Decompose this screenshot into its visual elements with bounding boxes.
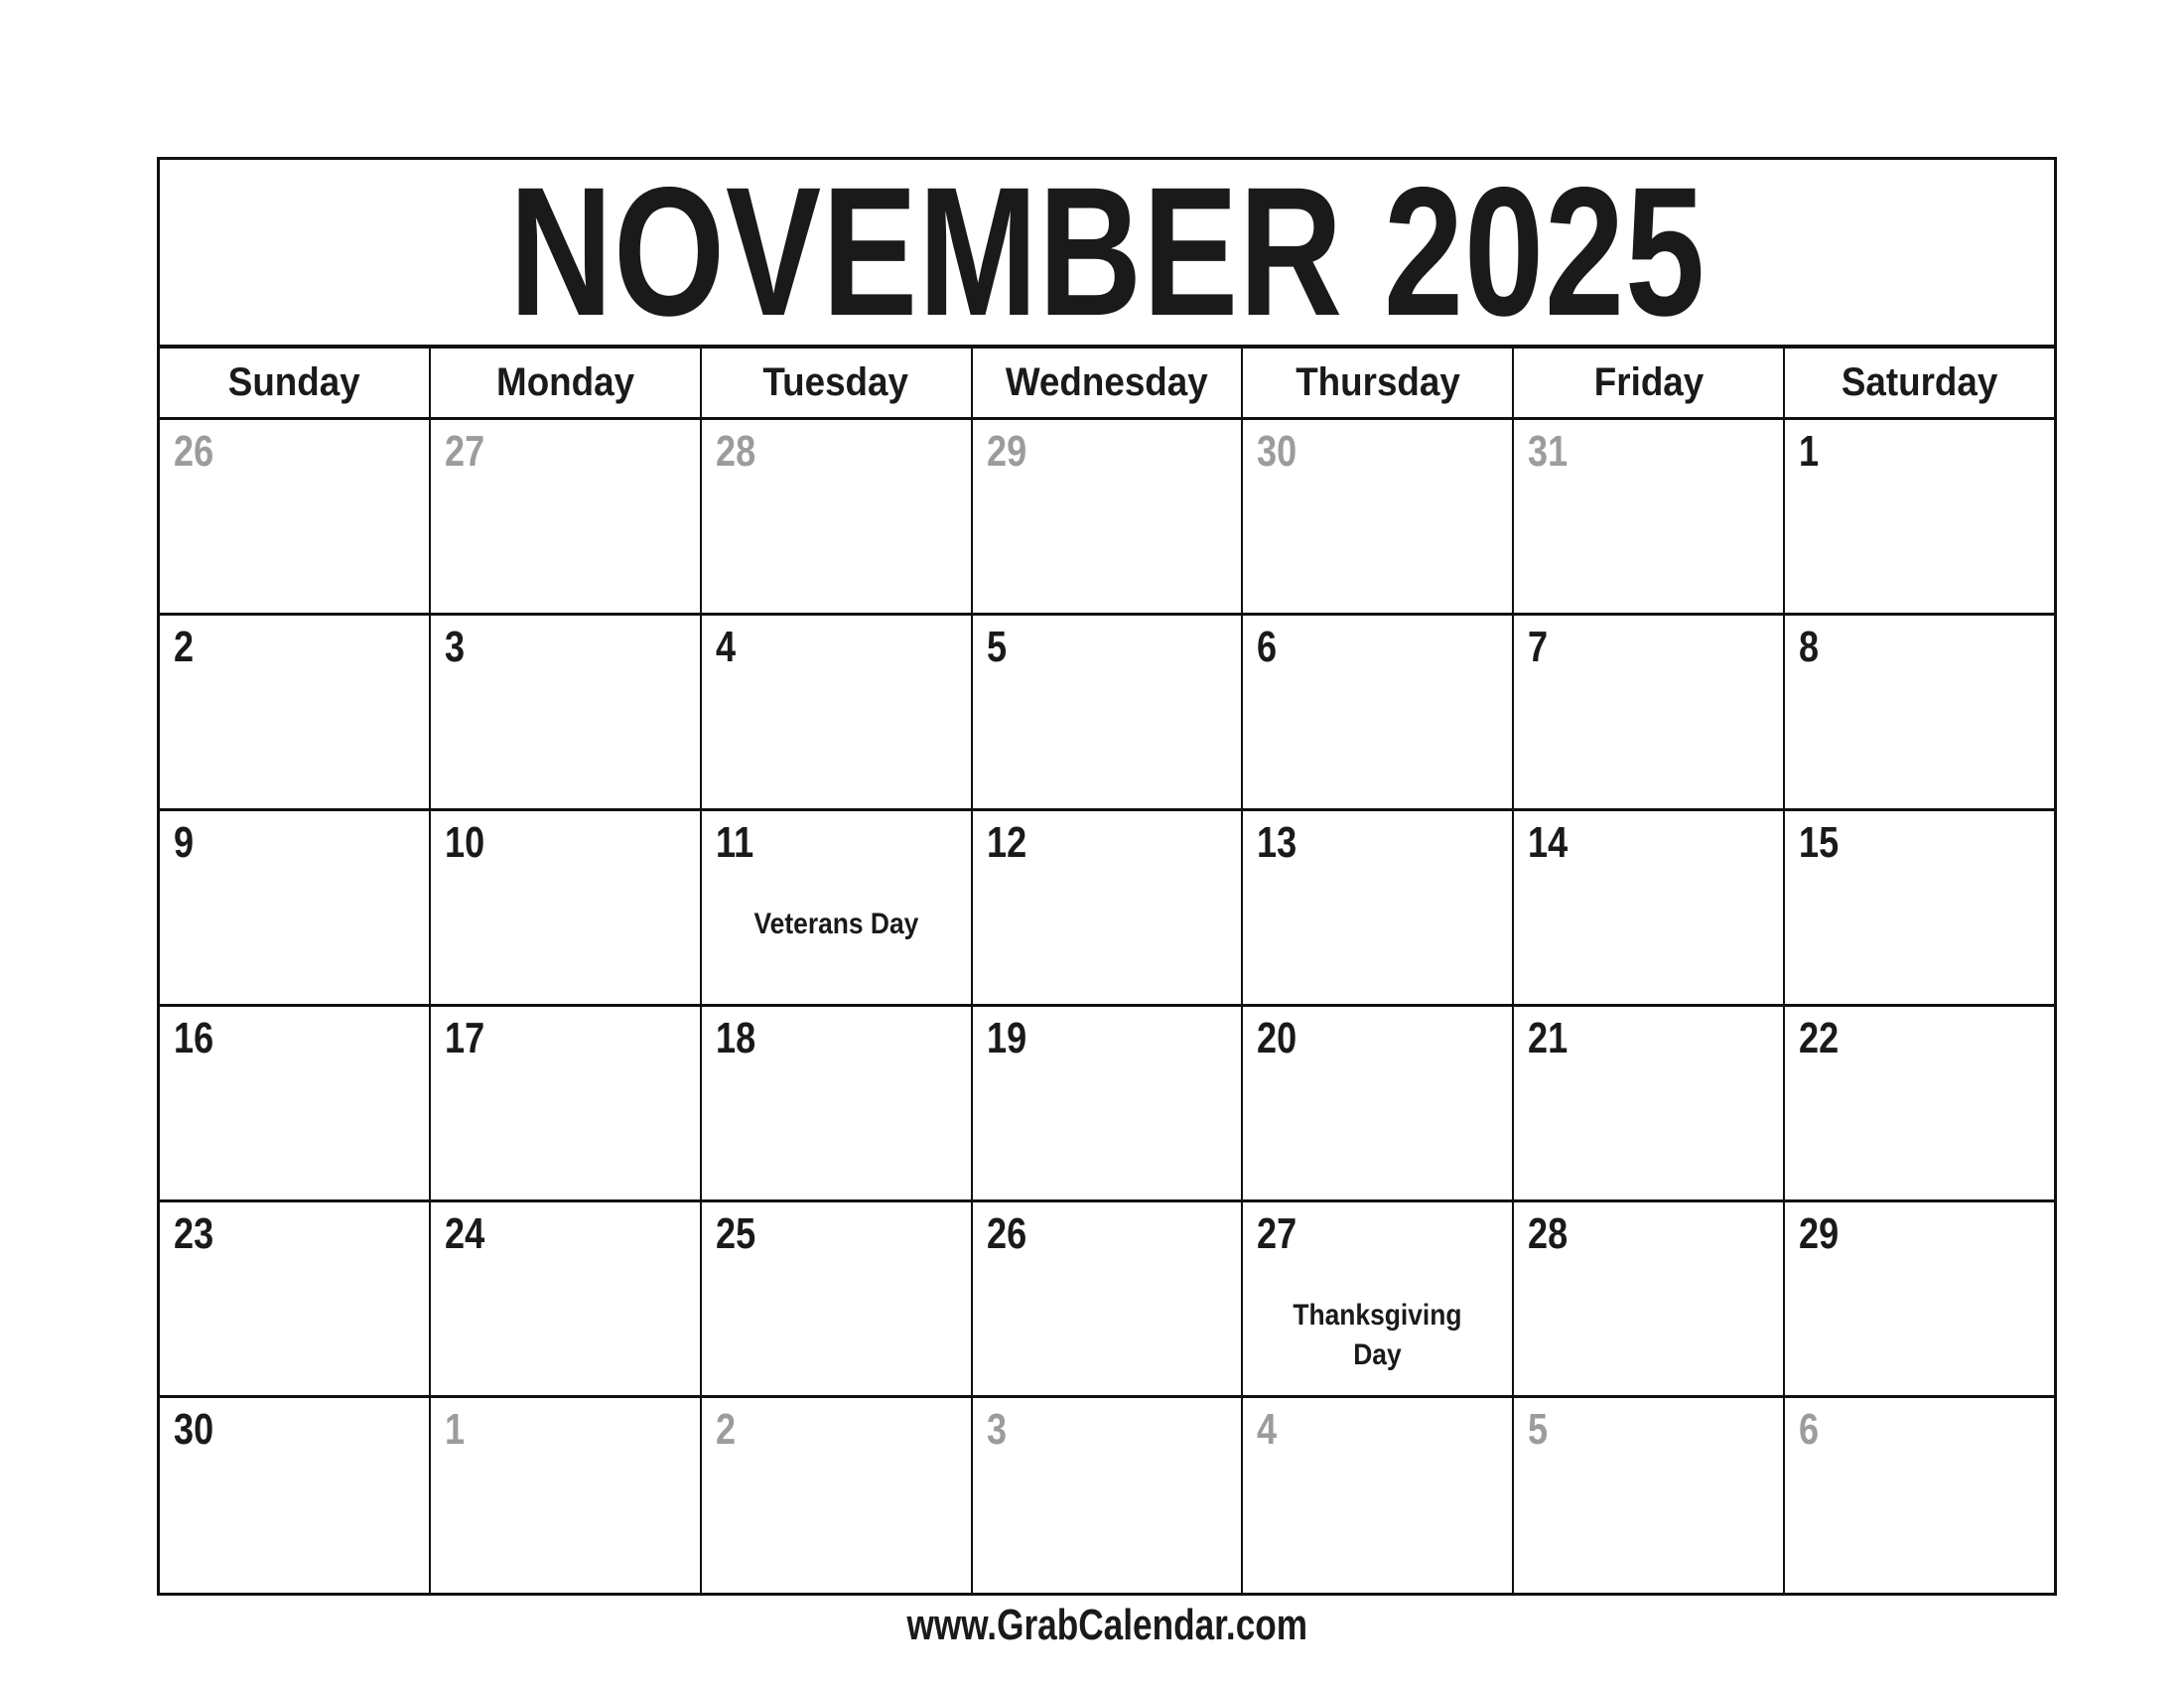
day-number: 14 — [1528, 818, 1569, 867]
calendar-title: NOVEMBER 2025 — [508, 160, 1706, 349]
calendar-cell — [431, 1007, 702, 1202]
week-row — [160, 811, 2054, 1007]
day-number: 30 — [1257, 427, 1297, 476]
calendar-cell — [1514, 1398, 1785, 1593]
calendar-cell — [973, 811, 1244, 1007]
week-row — [160, 1398, 2054, 1593]
calendar-cell — [973, 420, 1244, 616]
calendar — [157, 157, 2057, 1596]
calendar-cell — [1243, 420, 1514, 616]
day-number: 28 — [1528, 1209, 1569, 1258]
calendar-cell — [1785, 811, 2054, 1007]
calendar-cell — [1243, 811, 1514, 1007]
day-number: 8 — [1799, 623, 1820, 671]
calendar-cell — [160, 1007, 431, 1202]
day-number: 5 — [1528, 1405, 1549, 1454]
week-row — [160, 616, 2054, 811]
day-number: 17 — [444, 1014, 485, 1062]
day-number: 21 — [1528, 1014, 1569, 1062]
day-number: 4 — [1257, 1405, 1278, 1454]
calendar-cell — [431, 1398, 702, 1593]
weekday-label: Monday — [495, 360, 634, 404]
calendar-cell — [1785, 420, 2054, 616]
weekday-header-monday — [431, 349, 702, 417]
calendar-cell — [1785, 1202, 2054, 1398]
weekday-label: Wednesday — [1006, 360, 1208, 404]
week-row — [160, 420, 2054, 616]
calendar-cell — [1243, 616, 1514, 811]
weekday-label: Thursday — [1296, 360, 1460, 404]
calendar-cell-thanksgiving-day — [1243, 1202, 1514, 1398]
day-number: 5 — [986, 623, 1007, 671]
day-number: 2 — [174, 623, 195, 671]
calendar-cell — [1785, 1007, 2054, 1202]
day-number: 31 — [1528, 427, 1569, 476]
weekday-header-thursday — [1243, 349, 1514, 417]
calendar-cell — [1514, 616, 1785, 811]
day-number: 10 — [444, 818, 485, 867]
week-row — [160, 1202, 2054, 1398]
weekday-label: Friday — [1593, 360, 1704, 404]
day-number: 29 — [986, 427, 1026, 476]
calendar-cell — [160, 420, 431, 616]
day-number: 3 — [444, 623, 465, 671]
day-number: 29 — [1799, 1209, 1840, 1258]
day-number: 1 — [1799, 427, 1820, 476]
calendar-cell — [160, 1398, 431, 1593]
day-number: 6 — [1257, 623, 1278, 671]
calendar-cell — [973, 616, 1244, 811]
calendar-cell — [702, 420, 973, 616]
calendar-cell — [702, 1202, 973, 1398]
weekday-header-saturday — [1785, 349, 2054, 417]
day-number: 28 — [715, 427, 755, 476]
day-number: 9 — [174, 818, 195, 867]
footer — [157, 1601, 2057, 1650]
calendar-cell — [160, 1202, 431, 1398]
calendar-cell — [431, 616, 702, 811]
day-number: 15 — [1799, 818, 1840, 867]
calendar-cell — [973, 1398, 1244, 1593]
day-number: 20 — [1257, 1014, 1297, 1062]
calendar-cell-veterans-day — [702, 811, 973, 1007]
calendar-cell — [1785, 1398, 2054, 1593]
day-number: 3 — [986, 1405, 1007, 1454]
weekday-header-tuesday — [702, 349, 973, 417]
calendar-cell — [1243, 1007, 1514, 1202]
calendar-cell — [431, 420, 702, 616]
day-number: 18 — [715, 1014, 755, 1062]
calendar-cell — [160, 616, 431, 811]
calendar-cell — [973, 1007, 1244, 1202]
day-number: 16 — [174, 1014, 214, 1062]
calendar-cell — [702, 616, 973, 811]
day-number: 27 — [1257, 1209, 1297, 1258]
holiday-label-thanksgiving-day: Thanksgiving Day — [1293, 1299, 1462, 1371]
calendar-cell — [1514, 811, 1785, 1007]
day-number: 13 — [1257, 818, 1297, 867]
calendar-cell — [160, 811, 431, 1007]
day-number: 12 — [986, 818, 1026, 867]
calendar-cell — [973, 1202, 1244, 1398]
day-number: 7 — [1528, 623, 1549, 671]
day-number: 19 — [986, 1014, 1026, 1062]
day-number: 27 — [444, 427, 485, 476]
calendar-cell — [702, 1398, 973, 1593]
calendar-cell — [1243, 1398, 1514, 1593]
weekday-label: Sunday — [227, 360, 360, 404]
calendar-cell — [1514, 420, 1785, 616]
weekday-header-sunday — [160, 349, 431, 417]
calendar-cell — [1785, 616, 2054, 811]
calendar-cell — [1514, 1202, 1785, 1398]
day-number: 1 — [444, 1405, 465, 1454]
day-number: 22 — [1799, 1014, 1840, 1062]
day-number: 26 — [174, 427, 214, 476]
weekday-header-friday — [1514, 349, 1785, 417]
weekday-header-wednesday — [973, 349, 1244, 417]
weekday-label: Tuesday — [762, 360, 909, 404]
calendar-cell — [702, 1007, 973, 1202]
day-number: 6 — [1799, 1405, 1820, 1454]
day-number: 24 — [444, 1209, 485, 1258]
website-url: www.GrabCalendar.com — [906, 1601, 1307, 1649]
day-number: 30 — [174, 1405, 214, 1454]
weekday-label: Saturday — [1841, 360, 1998, 404]
calendar-cell — [1514, 1007, 1785, 1202]
day-number: 23 — [174, 1209, 214, 1258]
calendar-title-block — [160, 160, 2054, 349]
day-number: 26 — [986, 1209, 1026, 1258]
day-number: 2 — [715, 1405, 736, 1454]
week-row — [160, 1007, 2054, 1202]
day-number: 25 — [715, 1209, 755, 1258]
weekday-header-row — [160, 349, 2054, 420]
day-number: 4 — [715, 623, 736, 671]
holiday-label-veterans-day: Veterans Day — [753, 908, 919, 940]
calendar-cell — [431, 811, 702, 1007]
day-number: 11 — [715, 818, 753, 867]
calendar-cell — [431, 1202, 702, 1398]
